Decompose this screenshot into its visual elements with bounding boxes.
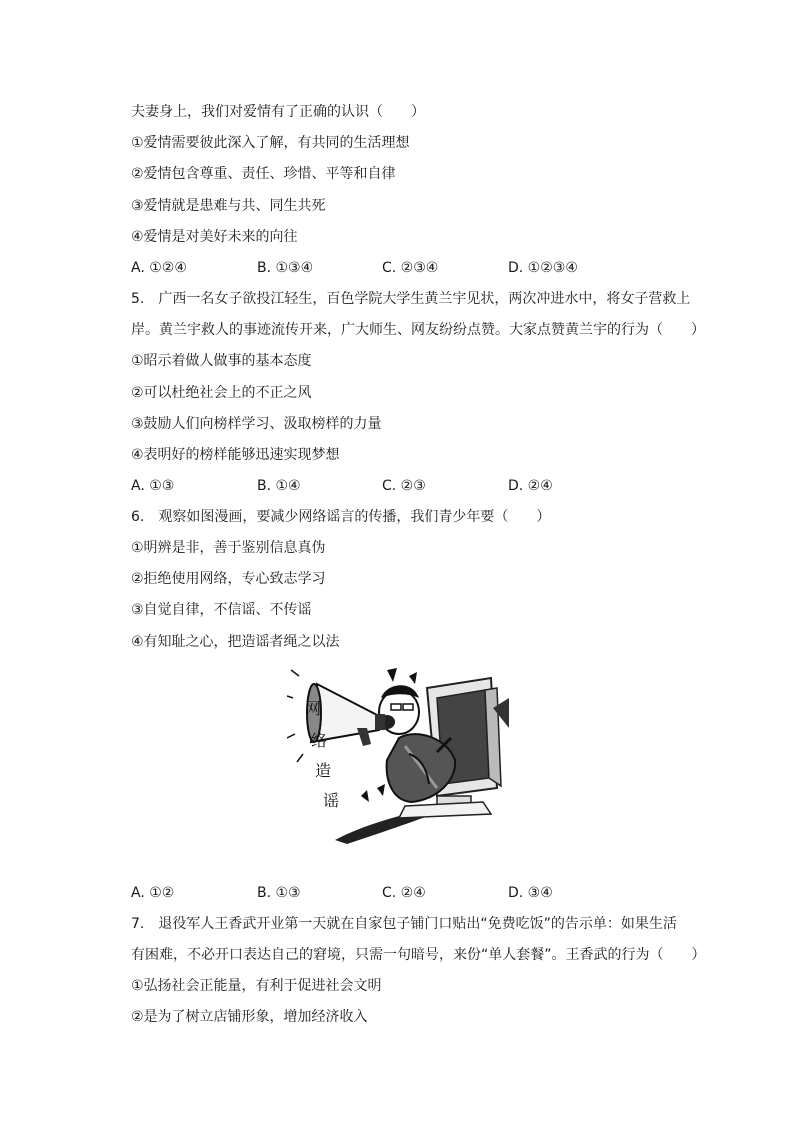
question-5-stem-line-1: 5. 广西一名女子欲投江轻生，百色学院大学生黄兰宇见状，两次冲进水中，将女子营救上 — [131, 291, 691, 307]
question-4-stem: 夫妻身上，我们对爱情有了正确的认识（ ） — [131, 104, 425, 120]
question-6-item-4: ④有知耻之心，把造谣者绳之以法 — [131, 634, 340, 650]
option-a[interactable]: A. ①③ — [131, 478, 175, 494]
option-b[interactable]: B. ①③④ — [257, 260, 314, 276]
question-7-stem-line-2: 有困难，不必开口表达自己的窘境，只需一句暗号，来份“单人套餐”。王香武的行为（ ） — [131, 947, 706, 963]
option-a[interactable]: A. ①② — [131, 885, 175, 901]
option-c[interactable]: C. ②④ — [382, 885, 426, 901]
question-6-item-3: ③自觉自律，不信谣、不传谣 — [131, 602, 312, 618]
option-a[interactable]: A. ①②④ — [131, 260, 187, 276]
question-4-item-4: ④爱情是对美好未来的向往 — [131, 229, 298, 245]
option-b[interactable]: B. ①③ — [257, 885, 301, 901]
question-4-item-2: ②爱情包含尊重、责任、珍惜、平等和自律 — [131, 166, 396, 182]
rumor-cartoon-image — [287, 668, 509, 846]
question-5-item-1: ①昭示着做人做事的基本态度 — [131, 353, 312, 369]
question-4-item-1: ①爱情需要彼此深入了解，有共同的生活理想 — [131, 135, 410, 151]
option-c[interactable]: C. ②③④ — [382, 260, 439, 276]
question-5-item-4: ④表明好的榜样能够迅速实现梦想 — [131, 447, 340, 463]
cartoon-char-3: 造 — [315, 761, 332, 780]
cartoon-char-4: 谣 — [323, 791, 340, 810]
question-5-item-3: ③鼓励人们向榜样学习、汲取榜样的力量 — [131, 416, 382, 432]
question-7-item-1: ①弘扬社会正能量，有利于促进社会文明 — [131, 978, 382, 994]
question-6-stem: 6. 观察如图漫画，要减少网络谣言的传播，我们青少年要（ ） — [131, 509, 551, 525]
question-5-item-2: ②可以杜绝社会上的不正之风 — [131, 385, 312, 401]
option-d[interactable]: D. ①②③④ — [508, 260, 578, 276]
question-4-item-3: ③爱情就是患难与共、同生共死 — [131, 198, 326, 214]
cartoon-char-2: 络 — [311, 731, 328, 750]
option-d[interactable]: D. ②④ — [508, 478, 553, 494]
cartoon-char-1: 网 — [305, 699, 322, 718]
option-c[interactable]: C. ②③ — [382, 478, 426, 494]
option-b[interactable]: B. ①④ — [257, 478, 301, 494]
question-6-item-2: ②拒绝使用网络，专心致志学习 — [131, 571, 326, 587]
question-5-stem-line-2: 岸。黄兰宇救人的事迹流传开来，广大师生、网友纷纷点赞。大家点赞黄兰宇的行为（ ） — [131, 322, 705, 338]
question-7-item-2: ②是为了树立店铺形象，增加经济收入 — [131, 1009, 368, 1025]
question-7-stem-line-1: 7. 退役军人王香武开业第一天就在自家包子铺门口贴出“免费吃饭”的告示单：如果生活 — [131, 916, 677, 932]
question-6-item-1: ①明辨是非，善于鉴别信息真伪 — [131, 540, 326, 556]
sound-lines — [287, 670, 303, 762]
option-d[interactable]: D. ③④ — [508, 885, 553, 901]
